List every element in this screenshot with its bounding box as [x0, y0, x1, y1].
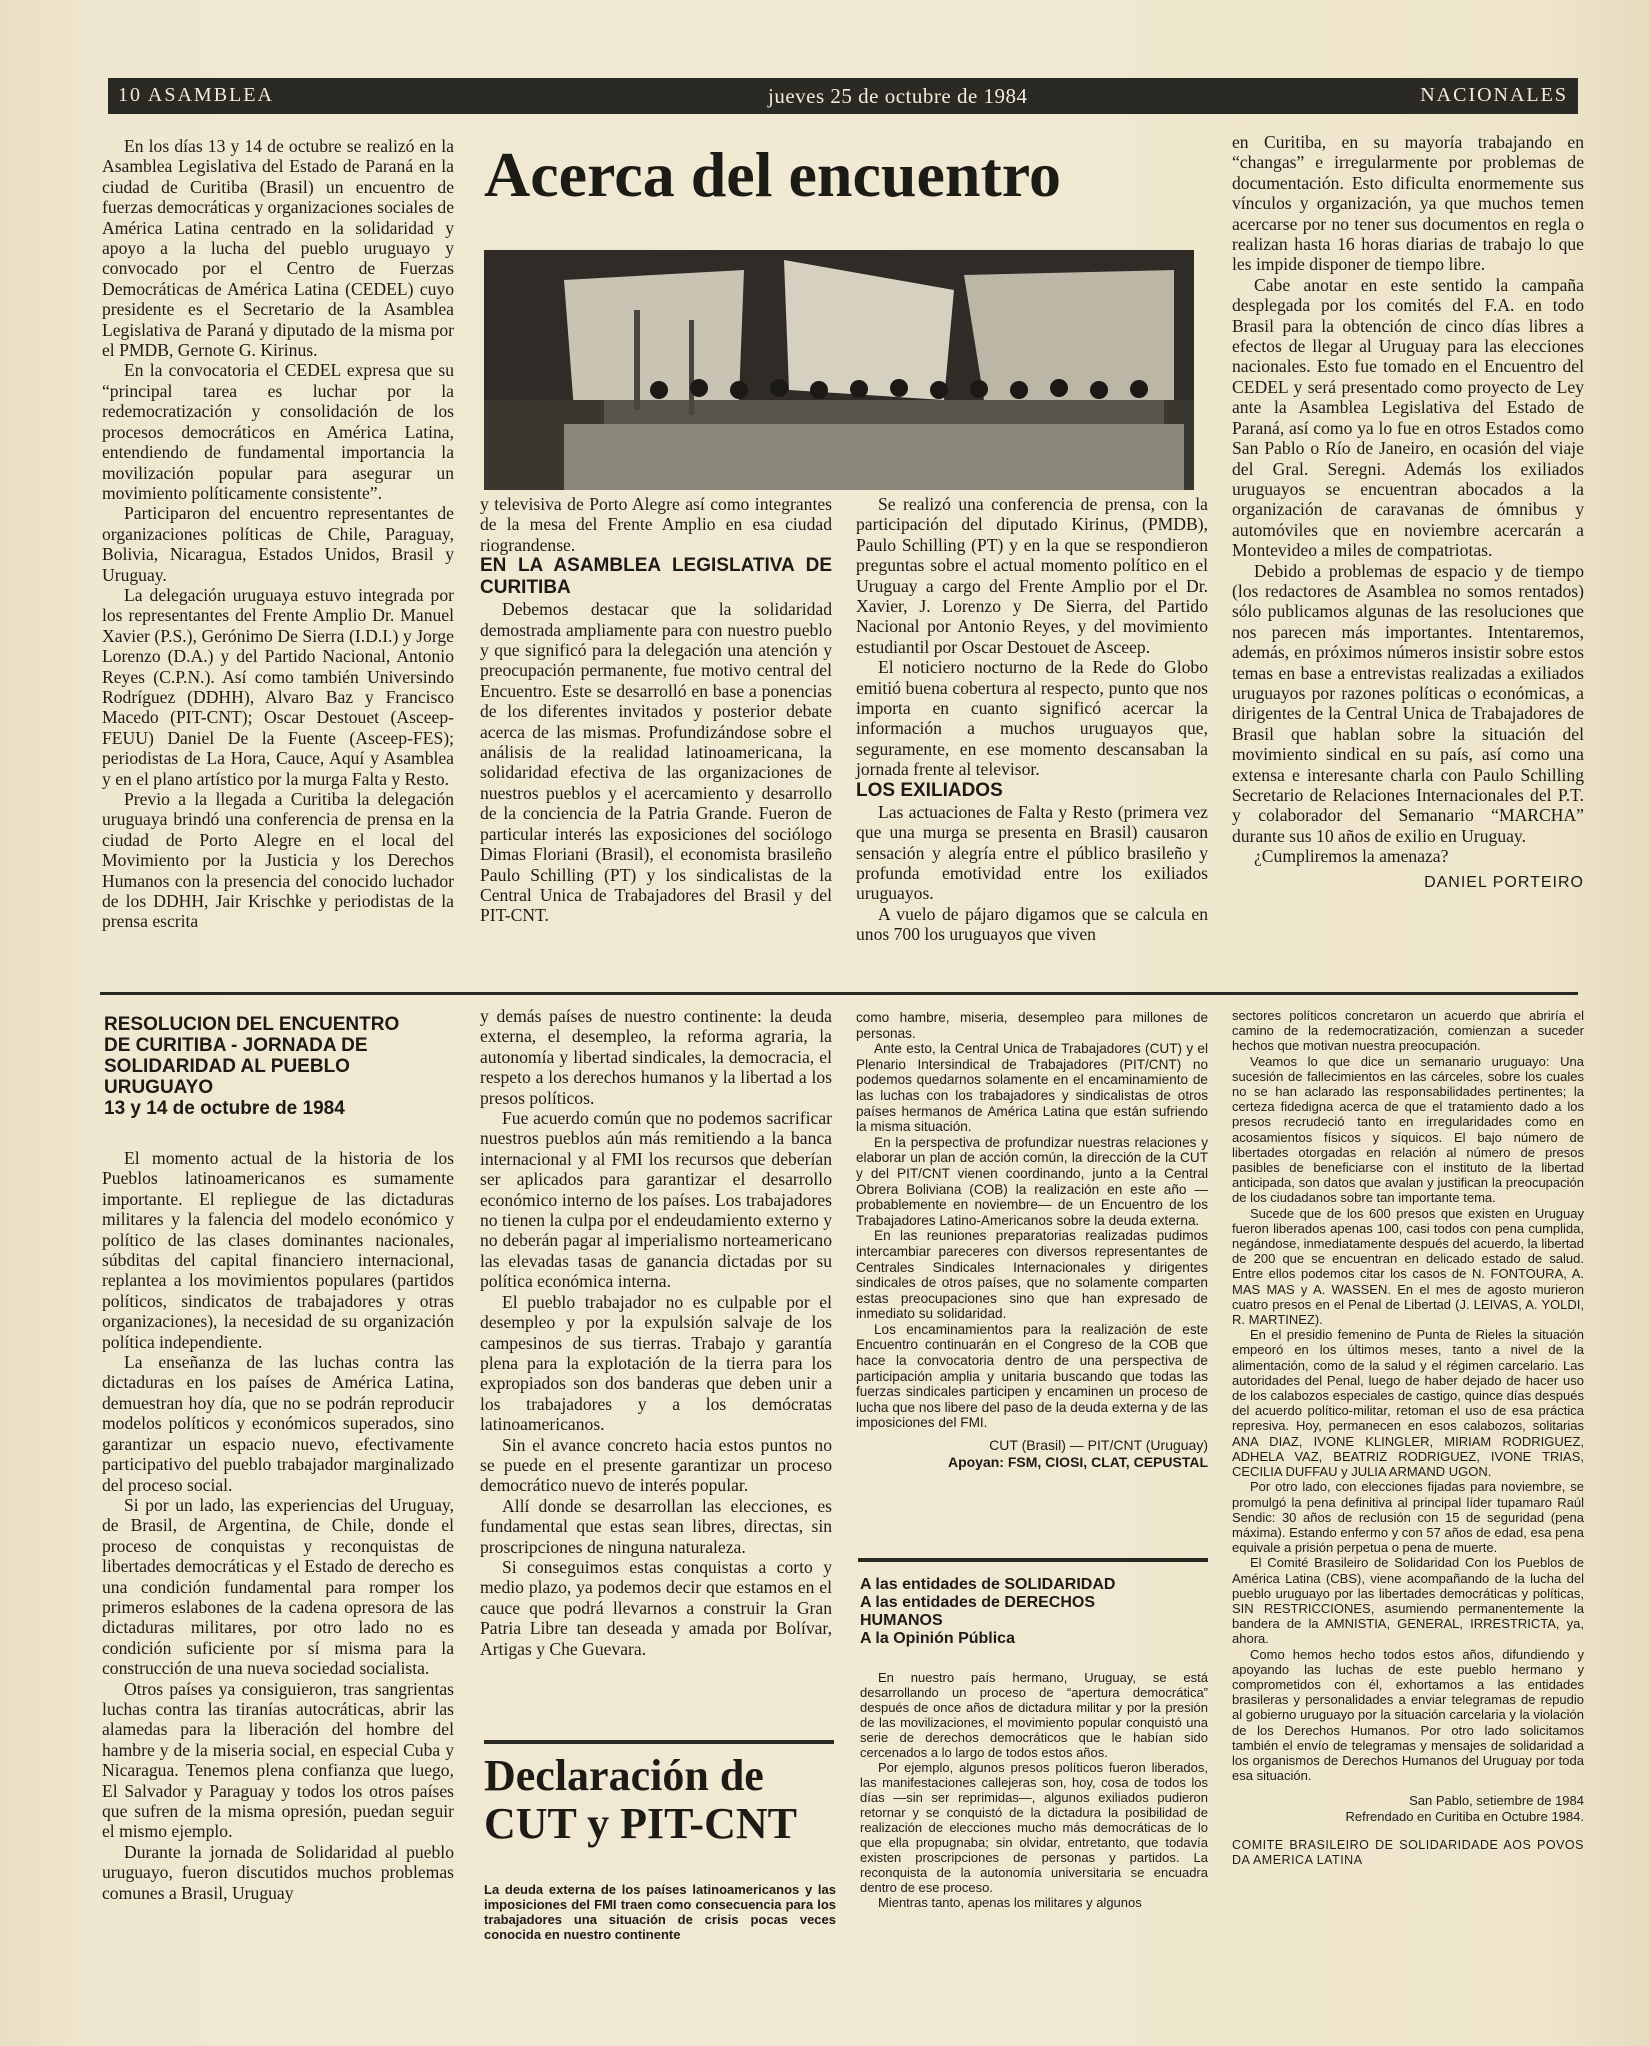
paragraph: en Curitiba, en su mayoría trabajando en “changas” e irregularmente por problemas de documentación. Esto dificulta enormemente sus vínculos y organización, ya que muchos temen acercarse por no tener sus documentos en regla o realizan hasta 16 horas diarias de trabajo lo que les impide disponer de tiempo libre. — [1232, 132, 1584, 275]
section-divider — [100, 992, 1578, 995]
paragraph: En los días 13 y 14 de octubre se realizó en la Asamblea Legislativa del Estado de Paraná en la ciudad de Curitiba (Brasil) un encuentro de fuerzas democráticas y organizaciones sociales de América Latina centrado en la solidaridad y apoyo a la lucha del pueblo uruguayo y convocado por el Centro de Fuerzas Democráticas de América Latina (CEDEL) cuyo presidente es el Secretario de la Asamblea Legislativa de Paraná y diputado de la misma por el PMDB, Gernote G. Kirinus. — [102, 136, 454, 361]
paragraph: En el presidio femenino de Punta de Rieles la situación empeoró en los últimos meses, tanto a nivel de la alimentación, como de la salud y el régimen carcelario. Las autoridades del Penal, luego de haber dejado de hacer uso de los calabozos especiales de castigo, quince días después del acuerdo político-militar, retoman el uso de esa práctica represiva. Hoy, permanecen en esos calabozos, solitarias ANA DIAZ, IVONE KLINGLER, MIRIAM RODRIGUEZ, ADHELA VAZ, BEATRIZ RODRIGUEZ, IVONE TRIAS, CECILIA DUFFAU y JULIA ARMAND UGON. — [1232, 1327, 1584, 1480]
title-line: DE CURITIBA - JORNADA DE — [104, 1035, 368, 1056]
paragraph: ¿Cumpliremos la amenaza? — [1254, 846, 1449, 867]
declaration-top-rule — [484, 1740, 834, 1744]
resolution-column-1 — [102, 1148, 454, 1903]
paragraph: Previo a la llegada a Curitiba la delegación uruguaya brindó una conferencia de prensa en la ciudad de Porto Alegre en el local del Movimiento por la Justicia y los Derechos Humanos con la presencia del conocido luchador de los DDHH, Jair Krischke y periodistas de la prensa escrita — [102, 789, 454, 932]
paragraph: Como hemos hecho todos estos años, difundiendo y apoyando las luchas de este pueblo hermano y comprometidos con él, exhortamos a las entidades brasileras y personalidades a enviar telegramas de repudio al gobierno uruguayo por la situación carcelaria y la violación de los Derechos Humanos. Por otro lado solicitamos también el envío de telegramas y mensajes de solidaridad a los organismos de Derechos Humanos del Uruguay por toda esa situación. — [1232, 1646, 1584, 1784]
subhead-asamblea-legislativa: EN LA ASAMBLEA LEGISLATIVA DE CURITIBA — [480, 555, 832, 599]
paragraph: En la convocatoria el CEDEL expresa que su “principal tarea es luchar por la redemocratización y consolidación de los procesos democráticos en América Latina, entendiendo de fundamental importancia la movilización popular para asegurar un movimiento políticamente consistente”. — [102, 360, 454, 503]
paragraph: Se realizó una conferencia de prensa, con la participación del diputado Kirinus, (PMDB), Paulo Schilling (PT) y en la que se respondieron preguntas sobre el actual momento político en el Uruguay a cargo del Frente Amplio por el Dr. Xavier, J. Lorenzo y De Sierra, del Partido Nacional por Antonio Reyes, y del movimiento estudiantil por Oscar Destouet de Asceep. — [856, 494, 1208, 657]
paragraph: Sucede que de los 600 presos que existen en Uruguay fueron liberados apenas 100, casi todos con pena cumplida, negándose, inmediatamente después del acuerdo, la libertad de 200 que se encuentran en delicado estado de salud. Entre ellos podemos citar los casos de N. FONTOURA, A. MAS MAS y A. WASSEN. En el mes de agosto murieron cuatro presos en el Penal de Libertad (J. LEIVAS, A. YOLDI, R. MARTINEZ). — [1232, 1205, 1584, 1328]
title-line: Declaración de — [484, 1751, 764, 1800]
author-signature: DANIEL PORTEIRO — [1424, 873, 1584, 891]
paragraph: Si por un lado, las experiencias del Uruguay, de Brasil, de Argentina, de Chile, donde el proceso de conquistas y reconquistas de libertades democráticas y el Estado de derecho es una condición fundamental para romper los primeros eslabones de la cadena opresora de las dictaduras militares, por otro lado no es condición suficiente por sí misma para la construcción de una nueva sociedad socialista. — [102, 1494, 454, 1679]
paragraph: Allí donde se desarrollan las elecciones, es fundamental que estas sean libres, directas, sin proscripciones de ninguna naturaleza. — [480, 1495, 832, 1557]
title-line: URUGUAYO — [104, 1077, 214, 1098]
paragraph: Los encaminamientos para la realización de este Encuentro continuarán en el Congreso de la COB que hace la convocatoria dentro de una perspectiva de participación amplia y unitaria buscando que todas las fuerzas sindicales participen y encaminen un proceso de lucha que nos libere del paso de la deuda externa y de las imposiciones del FMI. — [856, 1321, 1208, 1431]
page-number-section: 10 ASAMBLEA — [118, 84, 274, 106]
paragraph: Debemos destacar que la solidaridad demostrada ampliamente para con nuestro pueblo y que significó para la delegación una atención y preocupación permanente, fue motivo central del Encuentro. Este se desarrolló en base a ponencias de los diferentes invitados y posterior debate acerca de las mismas. Profundizándose sobre el análisis de la realidad latinoamericana, la solidaridad efectiva de las organizaciones de nuestros pueblos y el acercamiento y desarrollo de la conciencia de la Patria Grande. Fueron de particular interés las exposiciones del sociólogo Dimas Floriani (Brasil), el economista brasileño Paulo Schilling (PT) y los sindicalistas de la Central Unica de Trabajadores del Brasil y del PIT-CNT. — [480, 599, 832, 926]
solidarity-column-1 — [860, 1670, 1208, 1910]
paragraph: Mientras tanto, apenas los militares y algunos — [878, 1895, 1142, 1910]
paragraph: Cabe anotar en este sentido la campaña desplegada por los comités del F.A. en todo Brasil para la obtención de cinco días libres a efectos de llegar al Uruguay para las elecciones nacionales. Esto fue tomado en el Encuentro del CEDEL y será presentado como proyecto de Ley ante la Asamblea Legislativa del Estado de Paraná, así como ya lo fue en otros Estados como San Pablo o Río de Janeiro, en ocasión del viaje del Gral. Seregni. Además los exiliados uruguayos se encuentran abocados a la organización de caravanas de ómnibus y automóviles que en noviembre acercarán a Montevideo a miles de compatriotas. — [1232, 274, 1584, 561]
paragraph: En nuestro país hermano, Uruguay, se está desarrollando un proceso de “apertura democrática” después de once años de dictadura militar y por la presión de las movilizaciones, el movimiento popular conquistó una serie de derechos democráticos que le habían sido cercenados a lo largo de todos estos años. — [860, 1670, 1208, 1760]
paragraph: sectores políticos concretaron un acuerdo que abriría el camino de la redemocratización, comienzan a suceder hechos que motivan nuestra preocupación. — [1232, 1008, 1584, 1054]
paragraph: La enseñanza de las luchas contra las dictaduras en los países de América Latina, demuestran hoy día, que no se podrán reproducir modelos políticos y económicos superados, sino garantizar un espacio nuevo, efectivamente participativo del pueblo trabajador marginalizado del proceso social. — [102, 1352, 454, 1495]
paragraph: Veamos lo que dice un semanario uruguayo: Una sucesión de fallecimientos en las cárceles, sobre los cuales no se han aclarado las responsabilidades pertinentes; la certeza fidedigna acerca de que el tratamiento dado a los presos recrudeció tanto en irregularidades como en acosamientos físicos y síquicos. El bajo número de libertades otorgadas en relación al número de presos pasibles de beneficiarse con el instituto de la libertad anticipada, son datos que avalan y justifican la preocupación de los ciudadanos sobre tan importante tema. — [1232, 1053, 1584, 1206]
signatories-line: CUT (Brasil) — PIT/CNT (Uruguay) — [989, 1437, 1208, 1454]
declaration-signatories — [856, 1437, 1208, 1471]
paragraph: como hambre, miseria, desempleo para millones de personas. — [856, 1010, 1208, 1041]
solidarity-top-rule — [858, 1558, 1208, 1562]
declaration-lead: La deuda externa de los países latinoamericanos y las imposiciones del FMI traen como consecuencia para los trabajadores una situación de crisis pocas veces conocida en nuestro continente — [484, 1882, 836, 1942]
article1-title: Acerca del encuentro — [484, 139, 1062, 210]
place-date: San Pablo, setiembre de 1984 — [1409, 1793, 1584, 1809]
resolution-title — [104, 1014, 456, 1119]
paragraph: En las reuniones preparatorias realizadas pudimos intercambiar pareceres con diversos representantes de Centrales Sindicales Internacionales y dirigentes sindicales de otros países, que no solamente comparten estas preocupaciones sino que han expresado de inmediato su solidaridad. — [856, 1228, 1208, 1322]
paragraph: El pueblo trabajador no es culpable por el desempleo y por la expulsión salvaje de los campesinos de sus tierras. Trabajo y garantía plena para la explotación de la tierra para los expropiados son dos banderas que deben unir a los trabajadores y a los demócratas latinoamericanos. — [480, 1291, 832, 1435]
paragraph: Las actuaciones de Falta y Resto (primera vez que una murga se presenta en Brasil) causaron sensación y alegría entre el público brasileño y profunda emotividad entre los exiliados uruguayos. — [856, 801, 1208, 904]
declaration-column — [856, 1010, 1208, 1471]
page-header-bar — [108, 78, 1578, 114]
paragraph: Si conseguimos estas conquistas a corto y medio plazo, ya podemos decir que estamos en el cauce que podrá llevarnos a construir la Gran Patria Libre tan deseada y amada por Bolívar, Artigas y Che Guevara. — [480, 1556, 832, 1659]
paragraph: Durante la jornada de Solidaridad al pueblo uruguayo, fueron discutidos muchos problemas comunes a Brasil, Uruguay — [102, 1841, 454, 1903]
resolution-column-2 — [480, 1006, 832, 1659]
issue-date: jueves 25 de octubre de 1984 — [768, 84, 1028, 108]
heading-line: A las entidades de SOLIDARIDAD — [860, 1576, 1116, 1593]
paragraph: La delegación uruguaya estuvo integrada por los representantes del Frente Amplio Dr. Manuel Xavier (P.S.), Gerónimo De Sierra (I.D.I.) y Jorge Lorenzo (D.A.) y del Partido Nacional, Antonio Reyes (C.P.N.). Así como también Universindo Rodríguez (DDHH), Alvaro Baz y Francisco Macedo (PIT-CNT); Oscar Destouet (Asceep-FEUU) Daniel De la Fuente (Asceep-FES); periodistas de La Hora, Cauce, Aquí y Asamblea y en el plano artístico por la murga Falta y Resto. — [102, 584, 454, 789]
paragraph: Ante esto, la Central Unica de Trabajadores (CUT) y el Plenario Intersindical de Trabajadores (PIT/CNT) no podemos quedarnos solamente en el encaminamiento de las luchas con los trabajadores y sindicalistas de otros países hermanos de América Latina que están sufriendo la misma situación. — [856, 1041, 1208, 1135]
paragraph: El Comité Brasileiro de Solidaridad Con los Pueblos de América Latina (CBS), viene acompañando de la lucha del pueblo uruguayo por las libertades democráticas y políticas, SIN RESTRICCIONES, asumiendo permanentemente la bandera de la AMNISTIA, GENERAL, IRRESTRICTA, ya, ahora. — [1232, 1555, 1584, 1647]
section-name: NACIONALES — [1420, 84, 1568, 106]
article1-column-1 — [102, 136, 454, 932]
paragraph: Por otro lado, con elecciones fijadas para noviembre, se promulgó la pena definitiva al principal líder tupamaro Raúl Sendic: 30 años de reclusión con 15 de seguridad (pena máxima). Estando enfermo y con 57 años de edad, esa pena equivale a prisión perpetua o pena de muerte. — [1232, 1479, 1584, 1556]
heading-line: A la Opinión Pública — [860, 1630, 1015, 1647]
paragraph: Por ejemplo, algunos presos políticos fueron liberados, las manifestaciones callejeras son, hoy, cosa de todos los días —sin ser reprimidas—, algunos exiliados pudieron retornar y se conquistó de la dictadura la posibilidad de realización de elecciones mucho más democráticas de lo que ella propugnaba; sin olvidar, entretanto, que todavía existen proscripciones de personas y partidos. La reconquista de la autonomía universitaria se encuadra dentro de ese proceso. — [860, 1760, 1208, 1895]
article1-column-4 — [1232, 132, 1584, 893]
paragraph: El momento actual de la historia de los Pueblos latinoamericanos es sumamente importante. El repliegue de las dictaduras militares y la falencia del modelo económico y político de las clases dominantes nacionales, súbditas del capital financiero internacional, replantea a los movimientos populares (partidos políticos, sindicatos de trabajadores y otras organizaciones), la necesidad de su organización política independiente. — [102, 1148, 454, 1352]
paragraph: Debido a problemas de espacio y de tiempo (los redactores de Asamblea no somos rentados) sólo publicamos algunas de las resoluciones que nos parecen más importantes. Intentaremos, además, en próximos números insistir sobre estos temas en base a entrevistas realizadas a exiliados uruguayos por razones políticas o económicas, a dirigentes de la Central Unica de Trabajadores de Brasil que hablan sobre la situación del movimiento sindical en su país, así como una extensa e interesante charla con Paulo Schilling Secretario de Relaciones Internacionales del P.T. y colaborador del Semanario “MARCHA” durante sus 10 años de exilio en Uruguay. — [1232, 560, 1584, 846]
paragraph: Fue acuerdo común que no podemos sacrificar nuestros pueblos aún más remitiendo a la banca internacional y al FMI los recursos que deberían ser aplicados para garantizar el desarrollo económico interno de los países. Los trabajadores no tienen la culpa por el endeudamiento externo y no deberán pagar al imperialismo norteamericano las elevadas tasas de ganancia dictadas por su política económica interna. — [480, 1108, 832, 1292]
article1-column-2 — [480, 494, 832, 926]
title-line: SOLIDARIDAD AL PUEBLO — [104, 1056, 350, 1077]
paragraph: El noticiero nocturno de la Rede do Globo emitió buena cobertura al respecto, punto que nos importa en cuanto significó acercar la información a muchos uruguayos que, seguramente, en ese momento descansaban la jornada frente al televisor. — [856, 657, 1208, 780]
paragraph: Participaron del encuentro representantes de organizaciones políticas de Chile, Paraguay, Bolivia, Nicaragua, Estados Unidos, Brasil y Uruguay. — [102, 503, 454, 585]
title-line: RESOLUCION DEL ENCUENTRO — [104, 1014, 400, 1035]
title-line: 13 y 14 de octubre de 1984 — [104, 1098, 345, 1119]
supporters-line: Apoyan: FSM, CIOSI, CLAT, CEPUSTAL — [947, 1454, 1208, 1471]
subhead-los-exiliados: LOS EXILIADOS — [856, 779, 1003, 801]
paragraph: En la perspectiva de profundizar nuestras relaciones y elaborar un plan de acción común, la dirección de la CUT y del PIT/CNT vienen coordinando, junto a la Central Obrera Boliviana (COB) la realización en este año —probablemente en noviembre— de un Encuentro de los Trabajadores Latino-Americanos sobre la deuda externa. — [856, 1134, 1208, 1228]
committee-signature: COMITE BRASILEIRO DE SOLIDARIDADE AOS POVOS DA AMERICA LATINA — [1232, 1837, 1584, 1867]
solidarity-column-2 — [1232, 1008, 1584, 1868]
conference-photo — [484, 250, 1194, 490]
paragraph: y televisiva de Porto Alegre así como integrantes de la mesa del Frente Amplio en esa ciudad riograndense. — [480, 494, 832, 555]
paragraph: Otros países ya consiguieron, tras sangrientas luchas contra las tiranías autocráticas, abrir las alamedas para la liberación del hombre del hambre y de la miseria social, en especial Cuba y Nicaragua. Tenemos plena confianza que luego, El Salvador y Paraguay y todos los otros países que sufren de la misma opresión, puedan seguir el mismo ejemplo. — [102, 1678, 454, 1842]
paragraph: A vuelo de pájaro digamos que se calcula en unos 700 los uruguayos que viven — [856, 903, 1208, 945]
solidarity-heading — [860, 1576, 1210, 1648]
heading-line: HUMANOS — [860, 1612, 943, 1629]
declaration-title — [484, 1752, 836, 1848]
ref-date: Refrendado en Curitiba en Octubre 1984. — [1345, 1808, 1584, 1824]
paragraph: Sin el avance concreto hacia estos puntos no se puede en el presente garantizar un proceso democrático nuevo de interés popular. — [480, 1434, 832, 1496]
article1-column-3 — [856, 494, 1208, 945]
paragraph: y demás países de nuestro continente: la deuda externa, el desempleo, la reforma agraria, la autonomía y libertad sindicales, la democracia, el respeto a los derechos humanos y la libertad a los presos políticos. — [480, 1006, 832, 1108]
heading-line: A las entidades de DERECHOS — [860, 1594, 1096, 1611]
photo-illustration — [484, 250, 1194, 490]
title-line: CUT y PIT-CNT — [484, 1799, 797, 1848]
